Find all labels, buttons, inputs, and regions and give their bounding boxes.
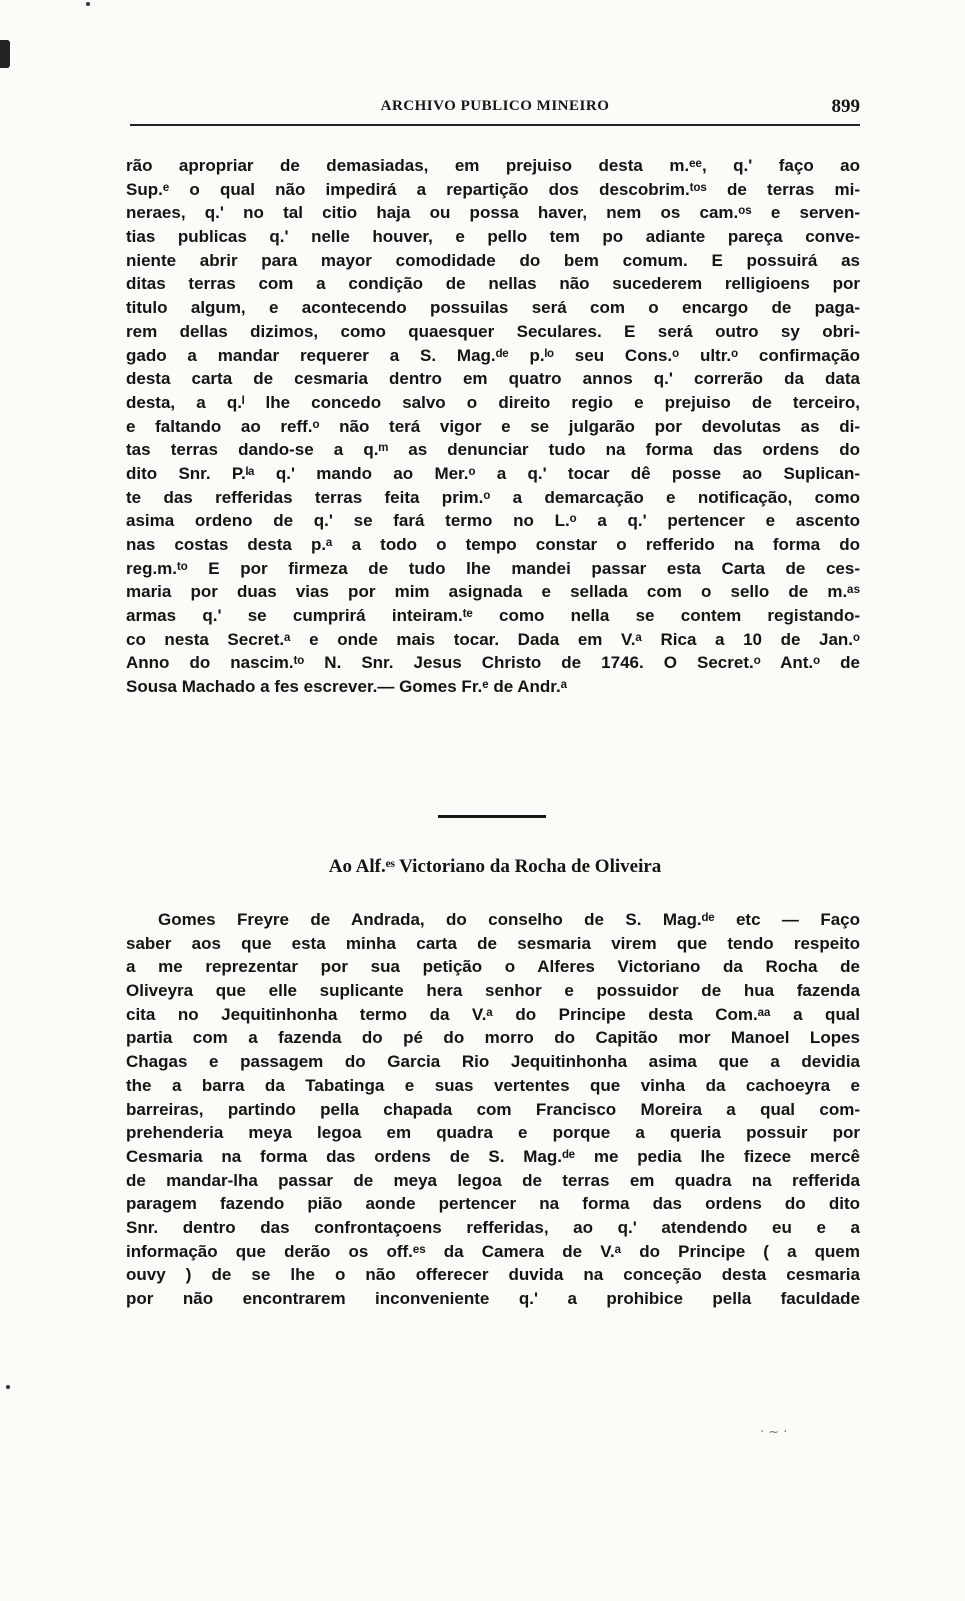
text-line: ouvy ) de se lhe o não offerecer duvida na conceção desta cesmaria	[126, 1265, 860, 1285]
text-line: titulo algum, e acontecendo possuilas será com o encargo de paga-	[126, 298, 860, 318]
text-line: rão apropriar de demasiadas, em prejuiso desta m.ᵉᵉ, q.' faço ao	[126, 156, 860, 175]
page-header	[130, 96, 860, 122]
text-line: nas costas desta p.ᵃ a todo o tempo constar o refferido na forma do	[126, 535, 860, 554]
text-line: prehenderia meya legoa em quadra e porque a queria possuir por	[126, 1123, 860, 1143]
text-line: Oliveyra que elle suplicante hera senhor e possuidor de hua fazenda	[126, 981, 860, 1001]
text-line: maria por duas vias por mim asignada e sellada com o sello de m.ᵃˢ	[126, 582, 860, 602]
text-line: por não encontrarem inconveniente q.' a prohibice pella faculdade	[126, 1289, 860, 1308]
text-line: saber aos que esta minha carta de sesmaria virem que tendo respeito	[126, 933, 860, 953]
text-line: gado a mandar requerer a S. Mag.ᵈᵉ p.ˡᵒ seu Cons.ᵒ ultr.ᵒ confirmação	[126, 345, 860, 365]
text-line: tas terras dando-se a q.ᵐ as denunciar tudo na forma das ordens do	[126, 440, 860, 460]
text-line: ditas terras com a condição de nellas não sucederem relligioens por	[126, 274, 860, 294]
text-line: partia com a fazenda do pé do morro do Capitão mor Manoel Lopes	[126, 1028, 860, 1048]
text-line: reg.m.ᵗᵒ E por firmeza de tudo lhe mandei passar esta Carta de ces-	[126, 558, 860, 578]
text-line: barreiras, partindo pella chapada com Francisco Moreira a qual com-	[126, 1099, 860, 1119]
section-divider	[438, 815, 546, 818]
text-line: te das refferidas terras feita prim.ᵒ a demarcação e notificação, como	[126, 487, 860, 507]
text-line: e faltando ao reff.ᵒ não terá vigor e se julgarão por devolutas as di-	[126, 416, 860, 436]
text-line: Anno do nascim.ᵗᵒ N. Snr. Jesus Christo de 1746. O Secret.ᵒ Ant.ᵒ de	[126, 653, 860, 673]
text-line: the a barra da Tabatinga e suas vertentes que vinha da cachoeyra e	[126, 1075, 860, 1095]
header-rule	[130, 124, 860, 126]
running-head: ARCHIVO PUBLICO MINEIRO	[380, 98, 610, 114]
text-line: rem dellas dizimos, como quaesquer Seculares. E será outro sy obri-	[126, 321, 860, 341]
text-line: desta, a q.ˡ lhe concedo salvo o direito regio e prejuiso de terceiro,	[126, 392, 860, 412]
text-line: Sup.ᵉ o qual não impedirá a repartição dos descobrim.ᵗᵒˢ de terras mi-	[126, 179, 860, 199]
text-line: co nesta Secret.ᵃ e onde mais tocar. Dada em V.ᵃ Rica a 10 de Jan.ᵒ	[126, 629, 860, 649]
text-line: paragem fazendo pião aonde pertencer na forma das ordens do dito	[126, 1194, 860, 1214]
body-text-new-section	[126, 908, 860, 1311]
text-line: Cesmaria na forma das ordens de S. Mag.ᵈᵉ me pedia lhe fizece mercê	[126, 1146, 860, 1166]
text-line: informação que derão os off.ᵉˢ da Camera de V.ᵃ do Principe ( a quem	[126, 1241, 860, 1261]
text-line: cita no Jequitinhonha termo da V.ᵃ do Principe desta Com.ᵃᵃ a qual	[126, 1004, 860, 1024]
body-text-continuation	[126, 154, 860, 699]
text-line: de mandar-lha passar de meya legoa de terras em quadra na refferida	[126, 1170, 860, 1190]
ink-speck	[86, 2, 90, 6]
section-title: Ao Alf.ᵉˢ Victoriano da Rocha de Oliveira	[328, 856, 662, 877]
text-line: niente abrir para mayor comodidade do bem comum. E possuirá as	[126, 250, 860, 270]
text-line: desta carta de cesmaria dentro em quatro annos q.' correrão da data	[126, 369, 860, 389]
ink-speck	[6, 1385, 10, 1389]
scan-smudge: · ~ ·	[760, 1425, 788, 1440]
text-line: tias publicas q.' nelle houver, e pello tem po adiante pareça conve-	[126, 227, 860, 247]
page-number: 899	[831, 96, 860, 117]
text-line: Snr. dentro das confrontaçoens refferidas, ao q.' atendendo eu e a	[126, 1217, 860, 1237]
text-line-signature: Sousa Machado a fes escrever.— Gomes Fr.ᵉ de Andr.ᵃ	[126, 677, 568, 697]
text-line: armas q.' se cumprirá inteiram.ᵗᵉ como nella se contem registando-	[126, 606, 860, 626]
text-line: Chagas e passagem do Garcia Rio Jequitinhonha asima que a devidia	[126, 1052, 860, 1072]
text-line: a me reprezentar por sua petição o Alferes Victoriano da Rocha de	[126, 957, 860, 977]
text-line: Gomes Freyre de Andrada, do conselho de S. Mag.ᵈᵉ etc — Faço	[158, 910, 860, 929]
text-line: neraes, q.' no tal citio haja ou possa haver, nem os cam.ᵒˢ e serven-	[126, 203, 860, 223]
text-line: dito Snr. P.ˡᵃ q.' mando ao Mer.ᵒ a q.' tocar dê posse ao Suplican-	[126, 463, 860, 483]
text-line: asima ordeno de q.' se fará termo no L.ᵒ a q.' pertencer e ascento	[126, 511, 860, 531]
binding-edge-mark	[0, 40, 10, 68]
